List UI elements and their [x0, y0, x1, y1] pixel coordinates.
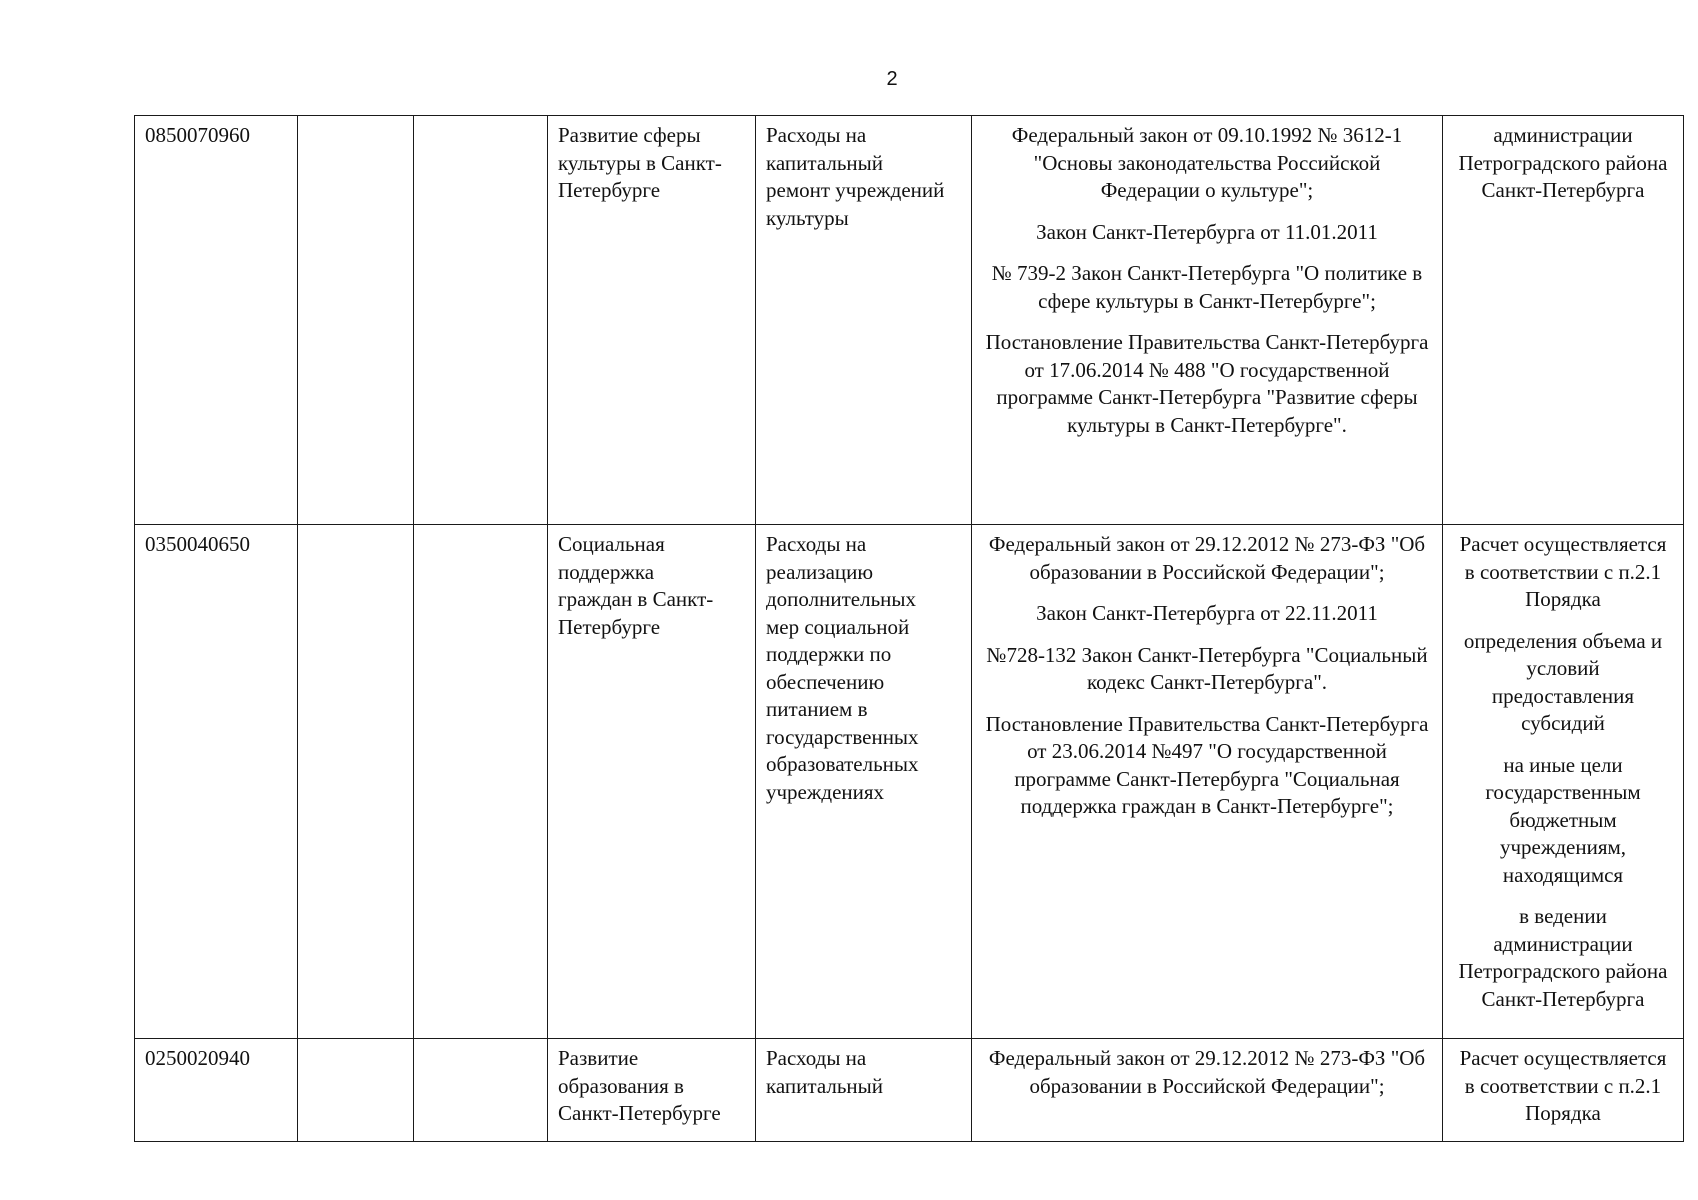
page-number: 2 [886, 68, 898, 90]
table-row [135, 116, 1684, 525]
target-article-code: 0250020940 [135, 1039, 298, 1142]
legal-basis-paragraph: Федеральный закон от 29.12.2012 № 273-ФЗ "Об образовании в Российской Федерации"; [988, 1046, 1426, 1098]
table-row [135, 1039, 1684, 1142]
legal-basis-paragraph: Закон Санкт-Петербурга от 22.11.2011 [1036, 601, 1378, 625]
empty-cell [414, 116, 548, 525]
calculation-paragraph: Расчет осуществляется в соответствии с п.2.1 Порядка [1459, 532, 1667, 611]
empty-cell [414, 1039, 548, 1142]
expense-name: Расходы на капитальный ремонт учреждений культуры [756, 116, 972, 525]
legal-basis-paragraph: Федеральный закон от 09.10.1992 № 3612-1 "Основы законодательства Российской Федерации о культуре"; [1011, 123, 1403, 202]
table-row [135, 525, 1684, 1039]
expense-name: Расходы на реализацию дополнительных мер социальной поддержки по обеспечению питанием в государственных образовательных учреждениях [756, 525, 972, 1039]
calculation-paragraph: в ведении администрации Петроградского района Санкт-Петербурга [1458, 904, 1668, 1011]
calculation-cell [1443, 116, 1684, 525]
program-name: Социальная поддержка граждан в Санкт- Петербурге [548, 525, 756, 1039]
empty-cell [298, 525, 414, 1039]
legal-basis-cell [972, 1039, 1443, 1142]
program-name: Развитие сферы культуры в Санкт- Петербурге [548, 116, 756, 525]
calculation-paragraph: определения объема и условий предоставления субсидий [1463, 628, 1663, 735]
expense-name: Расходы на капитальный [756, 1039, 972, 1142]
target-article-code: 0850070960 [135, 116, 298, 525]
empty-cell [414, 525, 548, 1039]
calculation-paragraph: администрации Петроградского района Санкт-Петербурга [1458, 123, 1668, 202]
calculation-paragraph: Расчет осуществляется в соответствии с п.2.1 Порядка [1459, 1046, 1667, 1125]
legal-basis-paragraph: № 739-2 Закон Санкт-Петербурга "О политике в сфере культуры в Санкт-Петербурге"; [991, 261, 1423, 313]
legal-basis-cell [972, 116, 1443, 525]
target-article-code: 0350040650 [135, 525, 298, 1039]
calculation-cell [1443, 1039, 1684, 1142]
empty-cell [298, 116, 414, 525]
empty-cell [298, 1039, 414, 1142]
legal-basis-paragraph: Постановление Правительства Санкт-Петербурга от 23.06.2014 №497 "О государственной программе Санкт-Петербурга "Социальная поддержка граждан в Санкт-Петербурге"; [985, 711, 1429, 818]
legal-basis-paragraph: Постановление Правительства Санкт-Петербурга от 17.06.2014 № 488 "О государственной программе Санкт-Петербурга "Развитие сферы культуры в Санкт-Петербурге". [985, 330, 1429, 437]
calculation-cell [1443, 525, 1684, 1039]
program-name: Развитие образования в Санкт-Петербурге [548, 1039, 756, 1142]
legal-basis-paragraph: Закон Санкт-Петербурга от 11.01.2011 [1036, 219, 1378, 244]
calculation-paragraph: на иные цели государственным бюджетным учреждениям, находящимся [1485, 752, 1641, 887]
legal-basis-paragraph: Федеральный закон от 29.12.2012 № 273-ФЗ "Об образовании в Российской Федерации"; [988, 532, 1426, 584]
budget-classification-table [134, 115, 1684, 1142]
legal-basis-paragraph: №728-132 Закон Санкт-Петербурга "Социальный кодекс Санкт-Петербурга". [986, 642, 1428, 694]
legal-basis-cell [972, 525, 1443, 1039]
